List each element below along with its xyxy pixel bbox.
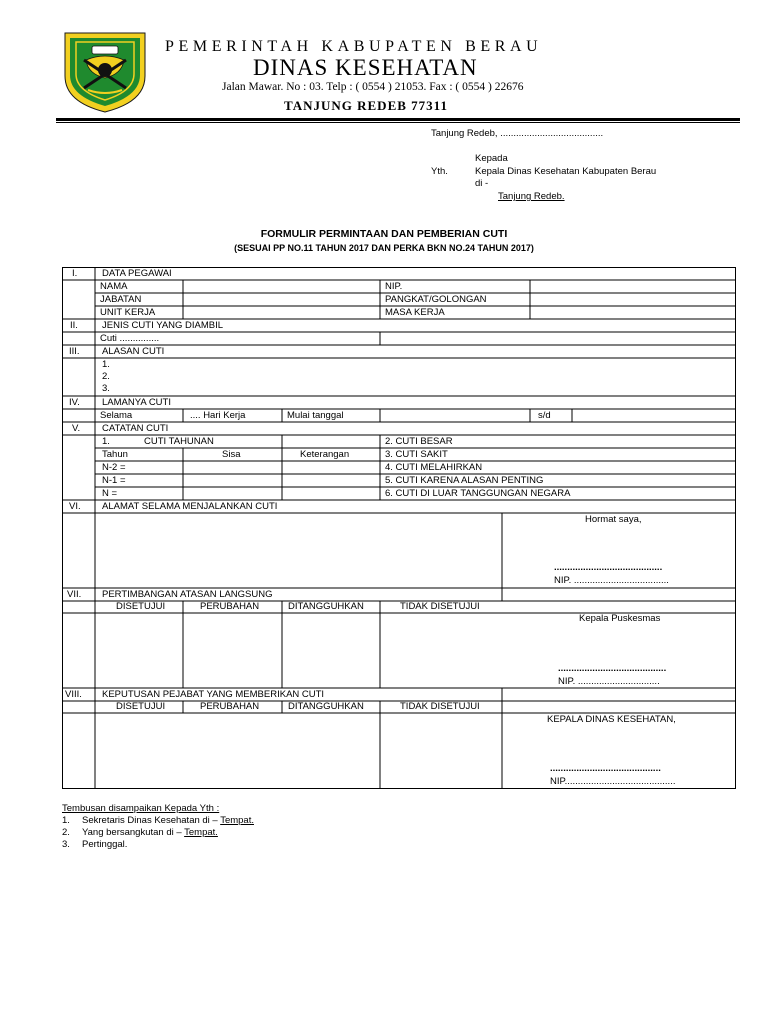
di-label: di - [475, 178, 489, 189]
tembusan-item-1-text: Sekretaris Dinas Kesehatan di – [82, 815, 221, 826]
supervisor-signature-line: ......................................... [558, 663, 667, 674]
cuti-besar-label: 2. CUTI BESAR [385, 436, 453, 447]
government-name: PEMERINTAH KABUPATEN BERAU [165, 38, 543, 55]
tembusan-item-2-number: 2. [62, 827, 70, 838]
s8-disetujui-header: DISETUJUI [116, 701, 166, 712]
keterangan-header: Keterangan [300, 449, 350, 460]
jabatan-label: JABATAN [100, 294, 142, 305]
s8-tidak-disetujui-header: TIDAK DISETUJUI [400, 701, 480, 712]
section-2-heading: JENIS CUTI YANG DIAMBIL [102, 320, 224, 331]
tembusan-item-2-place: Tempat. [184, 827, 218, 838]
s8-perubahan-header: PERUBAHAN [200, 701, 260, 712]
section-3-heading: ALASAN CUTI [102, 346, 165, 357]
recipient-city: Tanjung Redeb. [498, 191, 565, 202]
form-title: FORMULIR PERMINTAAN DAN PEMBERIAN CUTI [260, 228, 508, 240]
s7-tidak-disetujui-header: TIDAK DISETUJUI [400, 601, 480, 612]
letterhead-rule-thick [56, 118, 740, 121]
tahun-header: Tahun [102, 449, 128, 460]
section-6-heading: ALAMAT SELAMA MENJALANKAN CUTI [102, 501, 278, 512]
masa-kerja-label: MASA KERJA [385, 307, 445, 318]
nama-label: NAMA [100, 281, 128, 292]
alasan-item-1: 1. [102, 359, 110, 370]
tembusan-heading: Tembusan disampaikan Kepada Yth : [62, 803, 220, 814]
section-1-heading: DATA PEGAWAI [102, 268, 172, 279]
s7-perubahan-header: PERUBAHAN [200, 601, 260, 612]
cuti-melahirkan-label: 4. CUTI MELAHIRKAN [385, 462, 483, 473]
section-6-number: VI. [69, 501, 81, 512]
s7-ditangguhkan-header: DITANGGUHKAN [288, 601, 364, 612]
hormat-saya-label: Hormat saya, [585, 514, 642, 525]
official-nip: NIP.......................................... [550, 776, 676, 787]
tembusan-item-2 [82, 827, 218, 838]
hari-kerja-label: .... Hari Kerja [190, 410, 246, 421]
n-label: N = [102, 488, 118, 499]
section-5-heading: CATATAN CUTI [102, 423, 169, 434]
mulai-tanggal-label: Mulai tanggal [287, 410, 344, 421]
tembusan-item-3-text: Pertinggal. [82, 839, 128, 850]
cuti-luar-tanggungan-label: 6. CUTI DI LUAR TANGGUNGAN NEGARA [385, 488, 571, 499]
cuti-tahunan-number: 1. [102, 436, 110, 447]
kepala-dinas-label: KEPALA DINAS KESEHATAN, [547, 714, 676, 725]
place-date: Tanjung Redeb, ....................................... [431, 128, 604, 139]
official-signature-line: .......................................... [550, 763, 661, 774]
agency-address: Jalan Mawar. No : 03. Telp : ( 0554 ) 21053. Fax : ( 0554 ) 22676 [222, 81, 524, 93]
nip-label: NIP. [385, 281, 403, 292]
tembusan-item-1 [82, 815, 254, 826]
applicant-signature-line: ......................................... [554, 562, 663, 573]
section-3-number: III. [69, 346, 80, 357]
section-1-number: I. [72, 268, 78, 279]
sisa-header: Sisa [222, 449, 241, 460]
letterhead-rule-thin [56, 122, 740, 123]
agency-name: DINAS KESEHATAN [253, 55, 478, 80]
section-7-heading: PERTIMBANGAN ATASAN LANGSUNG [102, 589, 273, 600]
kepala-puskesmas-label: Kepala Puskesmas [579, 613, 661, 624]
cuti-sakit-label: 3. CUTI SAKIT [385, 449, 448, 460]
section-8-heading: KEPUTUSAN PEJABAT YANG MEMBERIKAN CUTI [102, 689, 325, 700]
tembusan-item-2-text: Yang bersangkutan di – [82, 827, 185, 838]
tembusan-item-1-number: 1. [62, 815, 70, 826]
kepada-label: Kepada [475, 153, 508, 164]
form-subtitle: (SESUAI PP NO.11 TAHUN 2017 DAN PERKA BKN NO.24 TAHUN 2017) [234, 243, 534, 253]
agency-city: TANJUNG REDEB 77311 [284, 98, 448, 113]
section-7-number: VII. [67, 589, 82, 600]
selama-label: Selama [100, 410, 133, 421]
jenis-cuti-field: Cuti ............... [100, 333, 160, 344]
regency-emblem-logo [62, 30, 148, 114]
alasan-item-3: 3. [102, 383, 110, 394]
section-8-number: VIII. [65, 689, 82, 700]
s7-disetujui-header: DISETUJUI [116, 601, 166, 612]
pangkat-label: PANGKAT/GOLONGAN [385, 294, 487, 305]
tembusan-item-3-number: 3. [62, 839, 70, 850]
s8-ditangguhkan-header: DITANGGUHKAN [288, 701, 364, 712]
recipient-name: Kepala Dinas Kesehatan Kabupaten Berau [475, 166, 657, 177]
applicant-nip: NIP. .................................... [554, 575, 669, 586]
section-5-number: V. [72, 423, 81, 434]
yth-label: Yth. [431, 166, 448, 177]
supervisor-nip: NIP. ............................... [558, 676, 660, 687]
unit-kerja-label: UNIT KERJA [100, 307, 156, 318]
n-minus-1-label: N-1 = [102, 475, 126, 486]
cuti-tahunan-label: CUTI TAHUNAN [144, 436, 214, 447]
leave-request-form [62, 267, 736, 789]
section-4-heading: LAMANYA CUTI [102, 397, 171, 408]
section-4-number: IV. [69, 397, 80, 408]
tembusan-item-1-place: Tempat. [220, 815, 254, 826]
section-2-number: II. [70, 320, 78, 331]
n-minus-2-label: N-2 = [102, 462, 126, 473]
cuti-alasan-penting-label: 5. CUTI KARENA ALASAN PENTING [385, 475, 544, 486]
sd-label: s/d [538, 410, 551, 421]
alasan-item-2: 2. [102, 371, 110, 382]
